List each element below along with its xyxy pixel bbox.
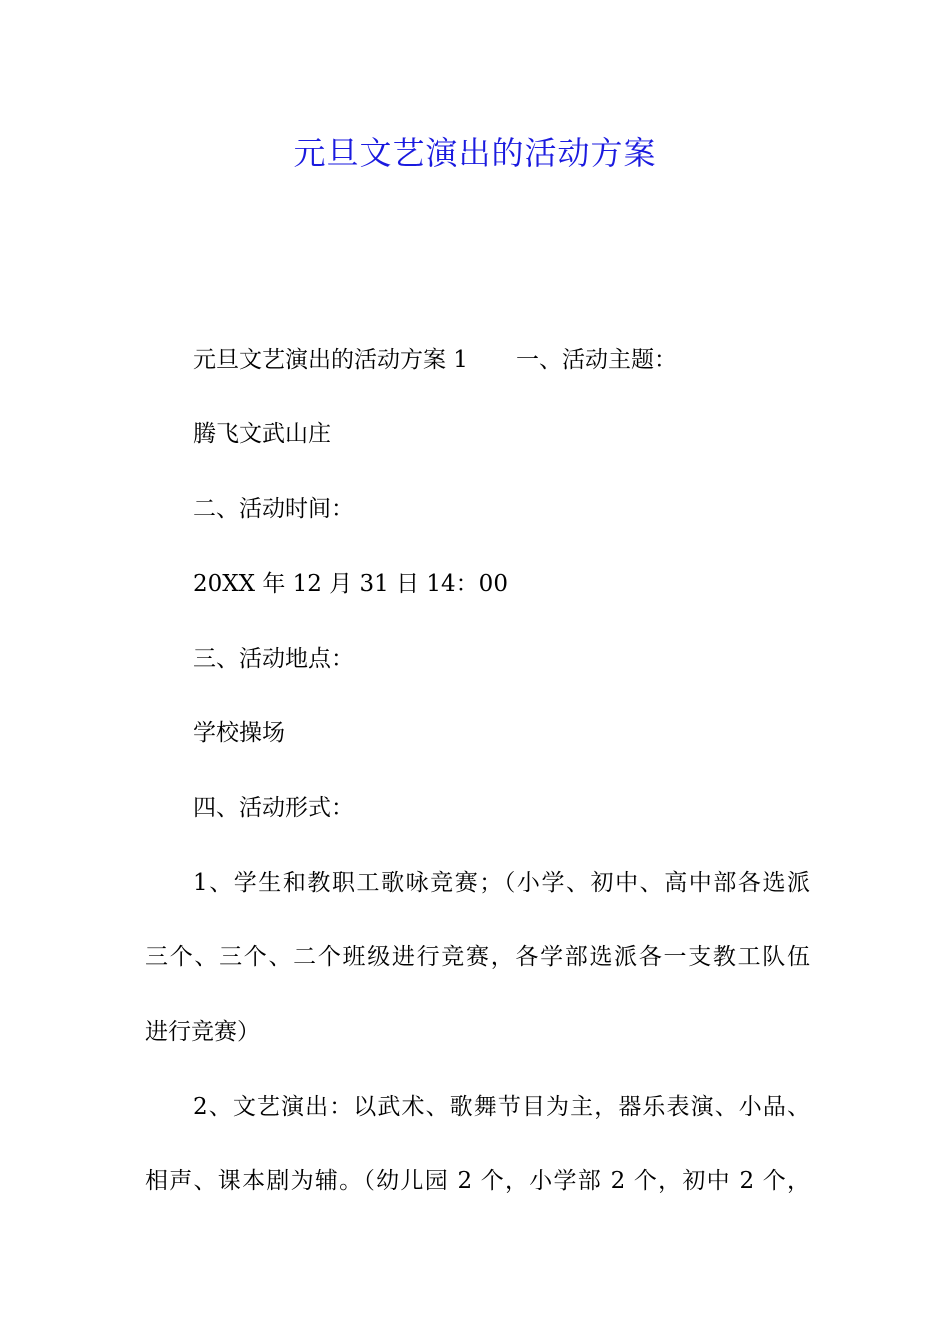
item-2-line-2: 相声、课本剧为辅。（幼儿园 2 个，小学部 2 个，初中 2 个， <box>145 1168 810 1194</box>
section-3-heading: 三、活动地点： <box>193 646 354 672</box>
section-1-heading: 一、活动主题： <box>515 347 677 373</box>
location-text: 学校操场 <box>193 720 285 746</box>
section-4-heading: 四、活动形式： <box>193 795 354 821</box>
item-1-line-2: 三个、三个、二个班级进行竞赛，各学部选派各一支教工队伍 <box>145 944 810 970</box>
item-1-line-3: 进行竞赛） <box>145 1019 260 1045</box>
section-2-heading: 二、活动时间： <box>193 496 354 522</box>
item-1-line-1: 1、学生和教职工歌咏竞赛；（小学、初中、高中部各选派 <box>193 870 810 896</box>
plan-heading: 元旦文艺演出的活动方案 1 <box>193 347 468 373</box>
theme-text: 腾飞文武山庄 <box>193 421 331 447</box>
time-text: 20XX 年 12 月 31 日 14：00 <box>193 571 508 597</box>
plan-heading-line <box>193 340 810 380</box>
document-title: 元旦文艺演出的活动方案 <box>293 134 657 172</box>
item-2-line-1: 2、文艺演出：以武术、歌舞节目为主，器乐表演、小品、 <box>193 1094 810 1120</box>
